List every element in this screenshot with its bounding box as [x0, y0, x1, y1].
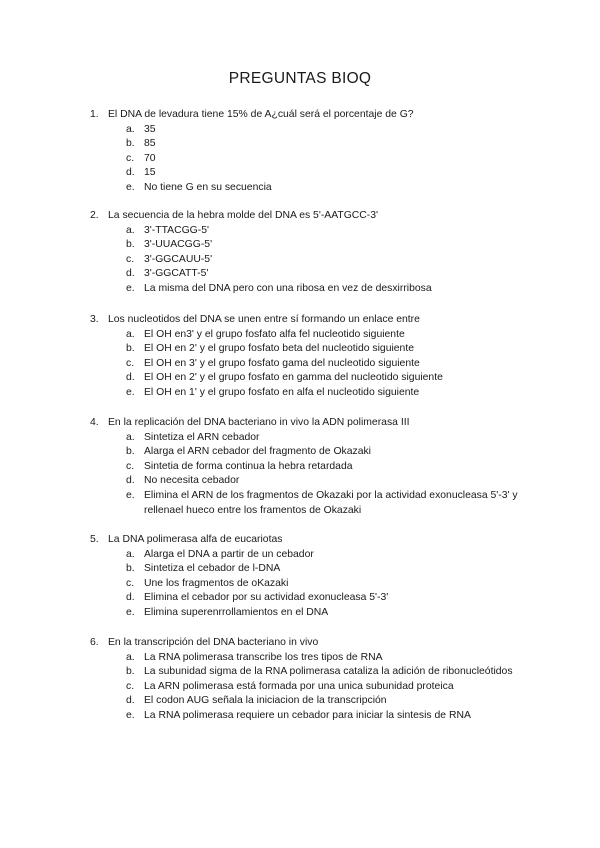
option-letter: e.: [126, 709, 135, 721]
option-letter: b.: [126, 666, 135, 678]
option-text: La misma del DNA pero con una ribosa en vez de desxirribosa: [144, 282, 432, 294]
option-letter: d.: [126, 268, 135, 280]
option-text: Elimina el ARN de los fragmentos de Okazaki por la actividad exonucleasa 5'-3' y rellenael hueco entre los framentos de Okazaki: [144, 489, 518, 516]
option-text: No necesita cebador: [144, 475, 240, 487]
option-letter: a.: [126, 548, 135, 560]
option-text: Alarga el DNA a partir de un cebador: [144, 548, 314, 560]
option-a: [0, 431, 600, 446]
option-letter: d.: [126, 695, 135, 707]
option-b: [0, 445, 600, 460]
option-d: [0, 371, 600, 386]
option-letter: d.: [126, 167, 135, 179]
option-text: La RNA polimerasa requiere un cebador para iniciar la sintesis de RNA: [144, 709, 471, 721]
option-text: 35: [144, 123, 156, 135]
option-letter: a.: [126, 651, 135, 663]
option-e: [0, 489, 600, 518]
option-letter: c.: [126, 577, 135, 589]
option-a: [0, 651, 600, 666]
options-list: [0, 548, 600, 621]
option-e: [0, 181, 600, 196]
question-number: 1.: [90, 109, 99, 120]
option-letter: a.: [126, 328, 135, 340]
option-c: [0, 152, 600, 167]
option-b: [0, 562, 600, 577]
question-number: 2.: [90, 210, 99, 221]
page-title: PREGUNTAS BIOQ: [228, 70, 372, 87]
options-list: [0, 123, 600, 196]
option-letter: a.: [126, 224, 135, 236]
option-letter: a.: [126, 431, 135, 443]
option-letter: b.: [126, 239, 135, 251]
question-1: [0, 108, 600, 196]
option-a: [0, 224, 600, 239]
question-6: [0, 636, 600, 724]
question-number: 5.: [90, 534, 99, 545]
option-b: [0, 665, 600, 680]
question-text: Los nucleotidos del DNA se unen entre sí formando un enlace entre: [108, 314, 420, 325]
option-a: [0, 548, 600, 563]
option-letter: e.: [126, 489, 135, 501]
question-4: [0, 416, 600, 518]
option-letter: b.: [126, 446, 135, 458]
question-text: La DNA polimerasa alfa de eucariotas: [108, 534, 283, 545]
option-letter: d.: [126, 592, 135, 604]
option-c: [0, 680, 600, 695]
option-text: No tiene G en su secuencia: [144, 181, 272, 193]
options-list: [0, 224, 600, 297]
option-text: Elimina superenrrollamientos en el DNA: [144, 606, 329, 618]
question-number: 6.: [90, 637, 99, 648]
option-text: Elimina el cebador por su actividad exonucleasa 5'-3': [144, 592, 389, 604]
option-text: El OH en3' y el grupo fosfato alfa fel nucleotido siguiente: [144, 328, 405, 340]
option-letter: c.: [126, 460, 135, 472]
option-letter: b.: [126, 563, 135, 575]
question-text: La secuencia de la hebra molde del DNA es 5'-AATGCC-3': [108, 210, 379, 221]
question-number: 4.: [90, 417, 99, 428]
option-a: [0, 123, 600, 138]
option-text: 3'-UUACGG-5': [144, 239, 213, 251]
option-text: La RNA polimerasa transcribe los tres tipos de RNA: [144, 651, 383, 663]
option-c: [0, 357, 600, 372]
option-d: [0, 267, 600, 282]
option-d: [0, 694, 600, 709]
option-text: 3'-TTACGG-5': [144, 224, 209, 236]
option-e: [0, 282, 600, 297]
option-text: El OH en 2' y el grupo fosfato en gamma del nucleotido siguiente: [144, 372, 443, 384]
option-b: [0, 137, 600, 152]
option-letter: e.: [126, 282, 135, 294]
question-2: [0, 209, 600, 297]
option-letter: c.: [126, 357, 135, 369]
question-text: En la replicación del DNA bacteriano in vivo la ADN polimerasa III: [108, 417, 410, 428]
question-5: [0, 533, 600, 621]
question-3: [0, 313, 600, 401]
option-letter: e.: [126, 181, 135, 193]
option-c: [0, 577, 600, 592]
option-a: [0, 328, 600, 343]
option-text: La subunidad sigma de la RNA polimerasa cataliza la adición de ribonucleótidos: [144, 666, 513, 678]
option-e: [0, 386, 600, 401]
option-letter: c.: [126, 253, 135, 265]
option-letter: e.: [126, 606, 135, 618]
option-letter: b.: [126, 343, 135, 355]
option-letter: d.: [126, 475, 135, 487]
option-text: Alarga el ARN cebador del fragmento de Okazaki: [144, 446, 371, 458]
option-b: [0, 238, 600, 253]
option-text: Sintetia de forma continua la hebra retardada: [144, 460, 353, 472]
option-letter: e.: [126, 386, 135, 398]
option-text: 3'-GGCATT-5': [144, 268, 209, 280]
question-text: En la transcripción del DNA bacteriano in vivo: [108, 637, 319, 648]
option-d: [0, 591, 600, 606]
option-letter: c.: [126, 152, 135, 164]
options-list: [0, 431, 600, 519]
option-text: Une los fragmentos de oKazaki: [144, 577, 289, 589]
option-text: 15: [144, 167, 156, 179]
options-list: [0, 651, 600, 724]
option-d: [0, 474, 600, 489]
option-text: Sintetiza el cebador de l-DNA: [144, 563, 281, 575]
option-text: El OH en 3' y el grupo fosfato gama del nucleotido siguiente: [144, 357, 420, 369]
option-letter: b.: [126, 138, 135, 150]
option-letter: a.: [126, 123, 135, 135]
option-c: [0, 253, 600, 268]
option-text: El codon AUG señala la iniciacion de la transcripción: [144, 695, 387, 707]
option-text: El OH en 2' y el grupo fosfato beta del nucleotido siguiente: [144, 343, 415, 355]
option-b: [0, 342, 600, 357]
option-d: [0, 166, 600, 181]
option-letter: c.: [126, 680, 135, 692]
option-c: [0, 460, 600, 475]
option-e: [0, 606, 600, 621]
question-number: 3.: [90, 314, 99, 325]
option-text: La ARN polimerasa está formada por una unica subunidad proteica: [144, 680, 454, 692]
option-e: [0, 709, 600, 724]
option-text: 70: [144, 152, 156, 164]
option-text: El OH en 1' y el grupo fosfato en alfa el nucleotido siguiente: [144, 386, 420, 398]
options-list: [0, 328, 600, 401]
option-letter: d.: [126, 372, 135, 384]
question-text: El DNA de levadura tiene 15% de A¿cuál será el porcentaje de G?: [108, 109, 414, 120]
option-text: 85: [144, 138, 156, 150]
option-text: Sintetiza el ARN cebador: [144, 431, 260, 443]
option-text: 3'-GGCAUU-5': [144, 253, 213, 265]
